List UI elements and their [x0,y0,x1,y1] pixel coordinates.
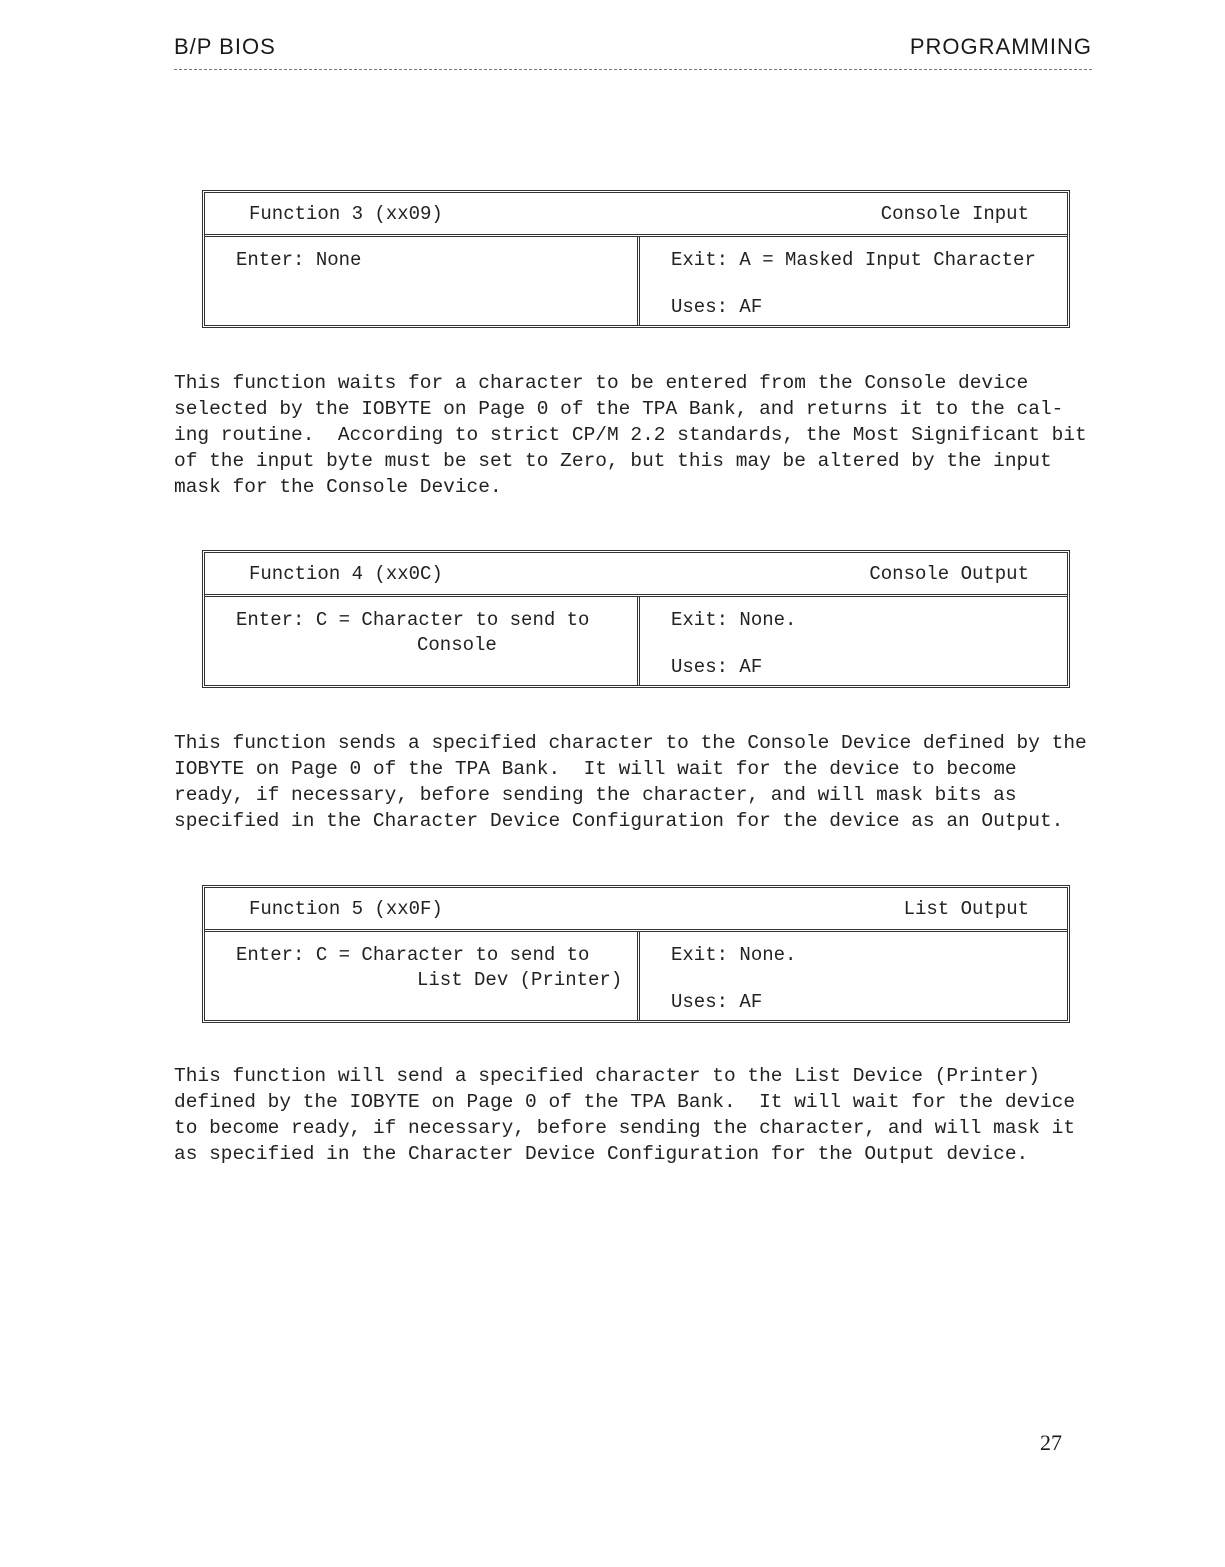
description-line: to become ready, if necessary, before sending the character, and will mask it [174,1117,1076,1139]
description-line: selected by the IOBYTE on Page 0 of the TPA Bank, and returns it to the cal- [174,398,1064,420]
description-line: as specified in the Character Device Configuration for the Output device. [174,1143,1029,1165]
description-line: specified in the Character Device Configuration for the device as an Output. [174,810,1064,832]
header-title-right: PROGRAMMING [909,34,1092,59]
function-io-row [205,237,1067,325]
page-header [174,30,1092,66]
enter-params: Enter: C = Character to send to [236,944,590,966]
column-divider [637,932,640,1020]
function-number: Function 3 (xx09) [249,203,443,225]
function-number: Function 5 (xx0F) [249,898,443,920]
enter-params-cont: Console [417,634,497,656]
description-line: defined by the IOBYTE on Page 0 of the TPA Bank. It will wait for the device [174,1091,1076,1113]
description-line: ready, if necessary, before sending the character, and will mask bits as [174,784,1017,806]
header-rule [174,69,1092,70]
exit-params: Exit: A = Masked Input Character [671,249,1036,271]
function-description [174,1063,1124,1167]
enter-params: Enter: None [236,249,362,271]
function-box-console-output [202,550,1070,688]
function-name: Console Output [869,563,1029,585]
uses-registers: Uses: AF [671,991,763,1013]
description-line: ing routine. According to strict CP/M 2.2 standards, the Most Significant bit [174,424,1087,446]
function-description [174,370,1124,500]
function-io-row [205,597,1067,685]
column-divider [637,597,640,685]
page-number: 27 [1040,1430,1062,1455]
function-box-console-input [202,190,1070,328]
description-line: IOBYTE on Page 0 of the TPA Bank. It will wait for the device to become [174,758,1017,780]
function-io-row [205,932,1067,1020]
function-name: Console Input [880,203,1029,225]
function-title-row [205,553,1067,597]
exit-params: Exit: None. [671,944,797,966]
description-line: of the input byte must be set to Zero, but this may be altered by the input [174,450,1052,472]
column-divider [637,237,640,325]
description-line: This function will send a specified character to the List Device (Printer) [174,1065,1040,1087]
header-title-left: B/P BIOS [174,34,276,59]
function-name: List Output [903,898,1029,920]
uses-registers: Uses: AF [671,656,763,678]
function-title-row [205,888,1067,932]
exit-params: Exit: None. [671,609,797,631]
enter-params: Enter: C = Character to send to [236,609,590,631]
description-line: This function waits for a character to be entered from the Console device [174,372,1029,394]
description-line: mask for the Console Device. [174,476,502,498]
function-description [174,730,1124,834]
function-box-list-output [202,885,1070,1023]
function-title-row [205,193,1067,237]
uses-registers: Uses: AF [671,296,763,318]
description-line: This function sends a specified character to the Console Device defined by the [174,732,1087,754]
function-number: Function 4 (xx0C) [249,563,443,585]
enter-params-cont: List Dev (Printer) [417,969,623,991]
